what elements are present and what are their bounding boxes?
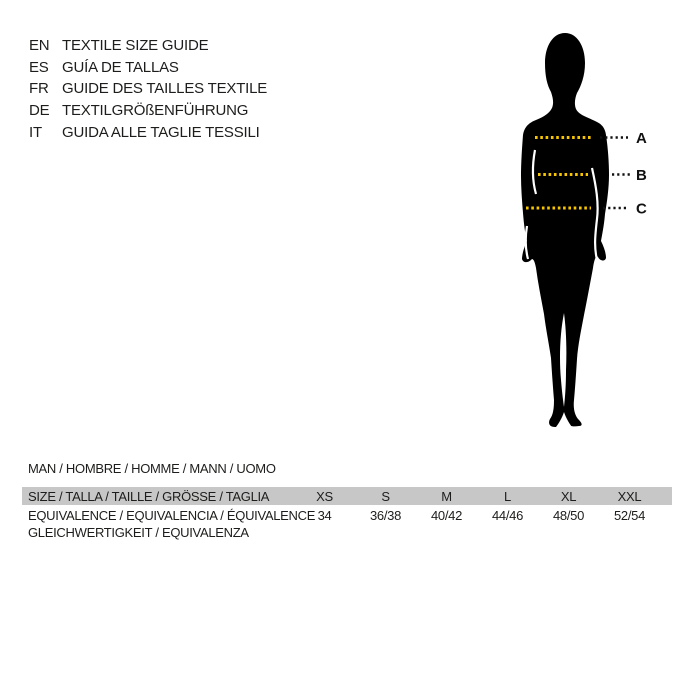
size-cell: XXL — [617, 488, 642, 504]
size-cell: L — [504, 488, 511, 504]
language-row-en — [29, 35, 267, 57]
measure-label-c: C — [636, 200, 647, 218]
language-row-es — [29, 57, 267, 79]
size-cell: XL — [560, 488, 577, 504]
language-title-list — [29, 35, 267, 144]
size-cell: S — [381, 488, 390, 504]
size-table-section — [22, 461, 672, 541]
language-code: EN — [29, 37, 50, 54]
man-heading: MAN / HOMBRE / HOMME / MANN / UOMO — [28, 461, 276, 476]
language-code: IT — [29, 123, 42, 141]
equivalence-row-label: EQUIVALENCE / EQUIVALENCIA / ÉQUIVALENCE — [28, 507, 316, 523]
measure-label-a: A — [636, 130, 647, 147]
equivalence-cell: 40/42 — [430, 507, 463, 523]
equivalence-row — [22, 507, 672, 523]
language-code: FR — [29, 80, 49, 98]
guide-title-de: TEXTILGRÖßENFÜHRUNG — [62, 102, 249, 120]
equivalence-row-label-line2: GLEICHWERTIGKEIT / EQUIVALENZA — [28, 525, 249, 540]
guide-title-es: GUÍA DE TALLAS — [62, 58, 179, 76]
language-row-it — [29, 122, 267, 144]
language-code: ES — [29, 58, 49, 76]
language-row-fr — [29, 78, 267, 100]
size-header-row — [22, 487, 672, 505]
equivalence-cell: 34 — [317, 507, 332, 523]
size-cell: XS — [316, 488, 333, 504]
size-row-label: SIZE / TALLA / TAILLE / GRÖSSE / TAGLIA — [28, 488, 270, 504]
language-code: DE — [29, 102, 50, 120]
equivalence-cell: 48/50 — [552, 507, 585, 523]
equivalence-cell: 44/46 — [491, 507, 524, 523]
size-cell: M — [441, 488, 452, 504]
guide-title-fr: GUIDE DES TAILLES TEXTILE — [62, 80, 268, 98]
guide-title-it: GUIDA ALLE TAGLIE TESSILI — [62, 123, 260, 141]
measure-label-b: B — [636, 167, 647, 184]
equivalence-cell: 52/54 — [613, 507, 646, 523]
guide-title-en: TEXTILE SIZE GUIDE — [62, 37, 209, 54]
measurement-figure — [480, 20, 680, 440]
equivalence-cell: 36/38 — [369, 507, 402, 523]
language-row-de — [29, 100, 267, 122]
female-silhouette-svg — [480, 20, 680, 440]
